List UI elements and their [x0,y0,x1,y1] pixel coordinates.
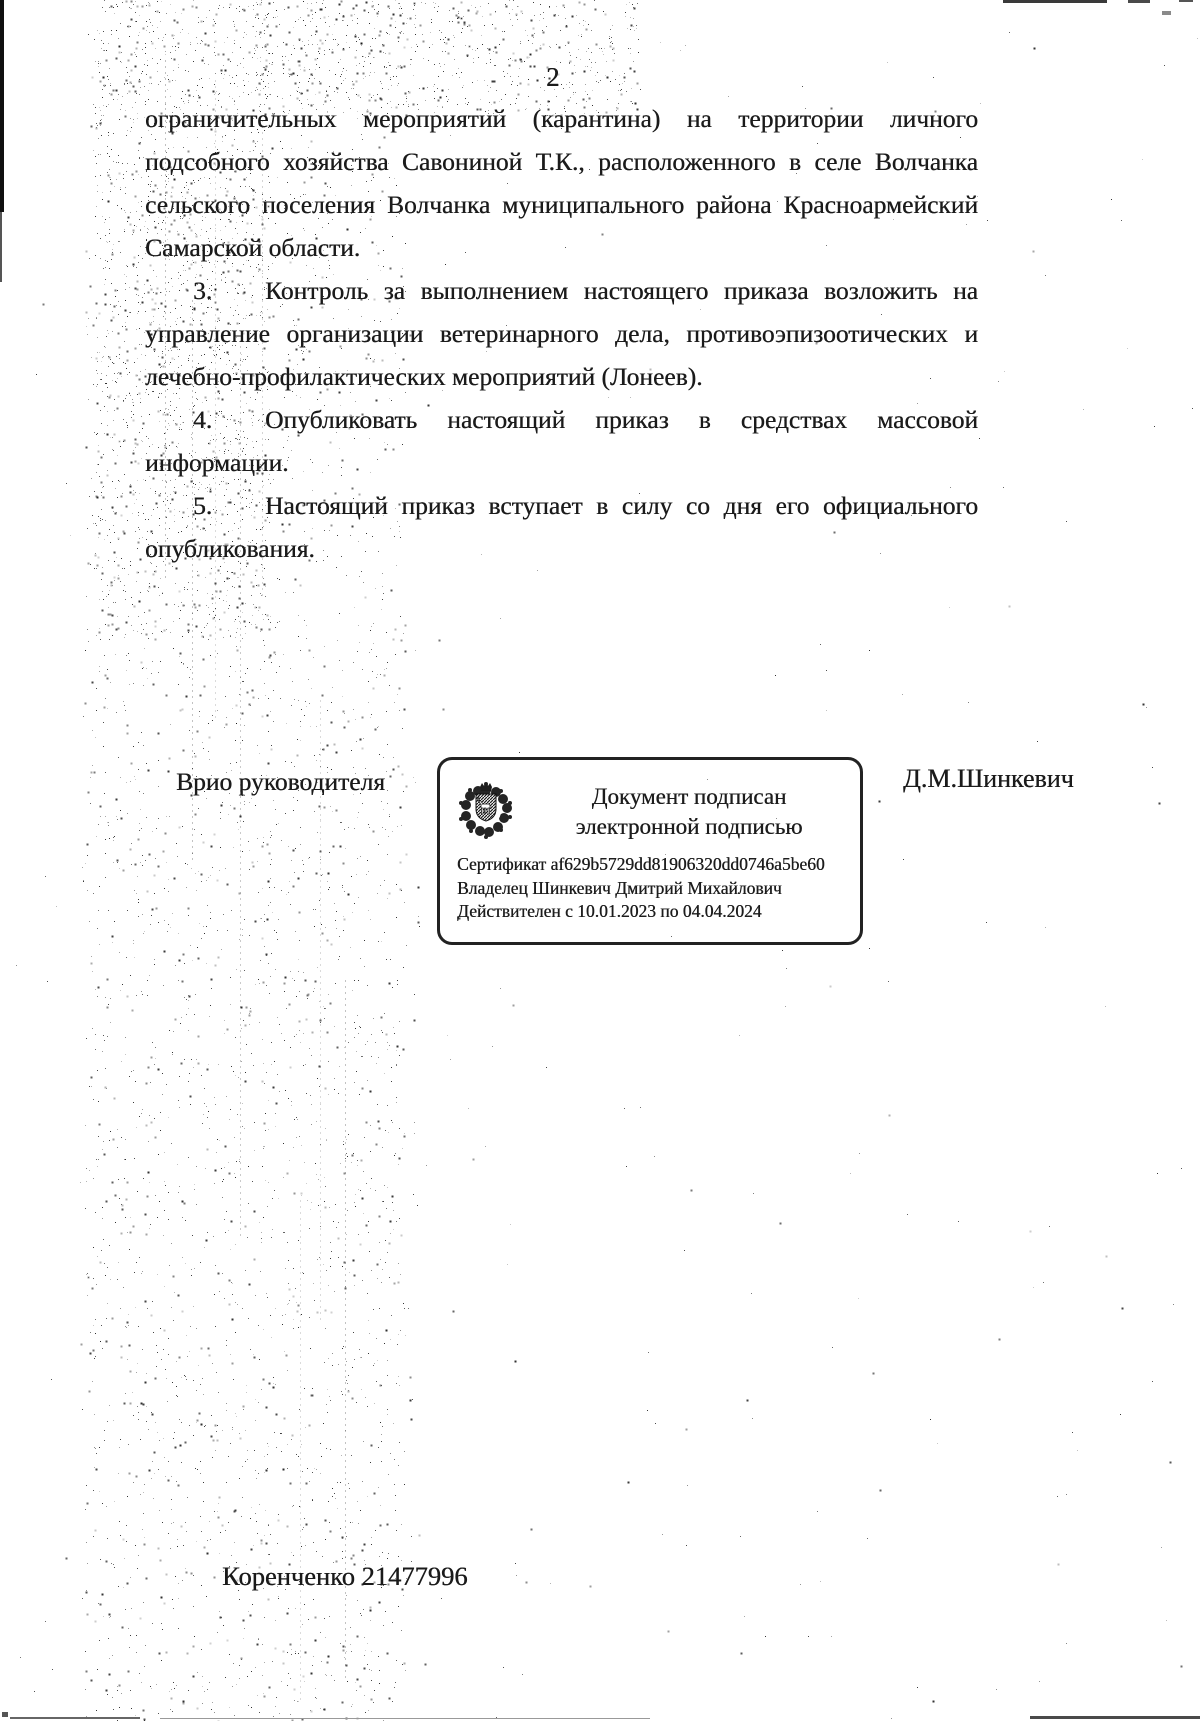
scan-artifact [160,1718,650,1719]
footer-reference: Коренченко 21477996 [222,1561,468,1591]
scan-artifact [0,0,4,212]
coat-of-arms-icon [457,779,515,841]
scan-artifact [1128,0,1150,3]
scan-artifact [1179,0,1193,2]
certificate-owner: Владелец Шинкевич Дмитрий Михайлович [457,877,782,898]
page-number: 2 [546,62,560,92]
paragraph-3 [145,269,978,398]
stamp-certificate-details [457,853,853,924]
paragraph-text: Контроль за выполнением настоящего приказа возложить на управление организации ветеринарного дела, противоэпизоотических и лечебно-профилактических мероприятий (Лонеев). [145,276,978,391]
stamp-title [524,782,854,842]
electronic-signature-stamp [437,757,863,945]
scan-artifact [1030,1716,1200,1719]
paragraph-number: 3. [193,276,213,305]
document-body [145,97,978,570]
stamp-title-line2: электронной подписью [575,814,803,839]
scan-artifact [10,1717,140,1719]
scan-artifact [1003,0,1107,3]
stamp-title-line1: Документ подписан [591,784,787,809]
paragraph-text: Настоящий приказ вступает в силу со дня его официального опубликования. [145,491,978,563]
certificate-number: Сертификат af629b5729dd81906320dd0746a5be60 [457,854,825,874]
paragraph-number: 5. [193,491,213,520]
paragraph-4 [145,398,978,484]
paragraph-text: Опубликовать настоящий приказ в средствах массовой информации. [145,405,978,477]
scan-artifact [0,212,2,282]
paragraph-continuation: ограничительных мероприятий (карантина) на территории личного подсобного хозяйства Савониной Т.К., расположенного в селе Волчанка сельского поселения Волчанка муниципального района Красноармейский Самарской области. [145,104,978,262]
scan-artifact [1162,11,1171,15]
scan-artifact [2,1712,8,1717]
signer-position-title: Врио руководителя [176,767,385,796]
signer-name: Д.М.Шинкевич [903,764,1074,793]
paragraph-number: 4. [193,405,213,434]
certificate-validity: Действителен с 10.01.2023 по 04.04.2024 [457,901,762,921]
paragraph-5 [145,484,978,570]
